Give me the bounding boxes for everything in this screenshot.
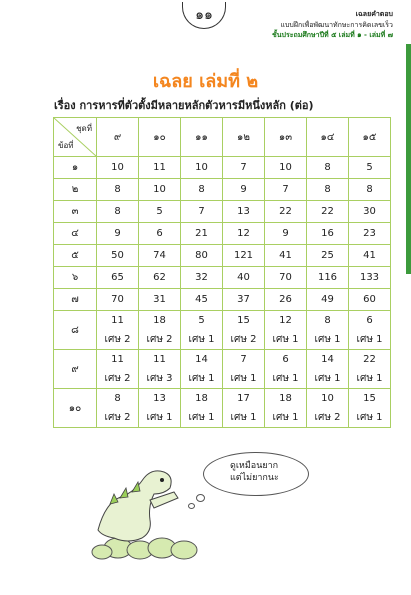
remainder-cell — [181, 369, 223, 389]
answer-cell — [349, 389, 391, 409]
answer-cell: 5 — [349, 157, 391, 179]
answer-cell: 22 — [265, 201, 307, 223]
remainder: เศษ 3 — [146, 373, 173, 384]
answer-cell: 7 — [223, 157, 265, 179]
answer-cell: 8 — [307, 179, 349, 201]
quotient: 7 — [240, 354, 247, 365]
remainder: เศษ 2 — [104, 334, 131, 345]
remainder-cell — [139, 330, 181, 350]
header-workbook-title: แบบฝึกเพื่อพัฒนาทักษะการคิดเลขเร็ว — [280, 21, 393, 29]
remainder: เศษ 1 — [356, 334, 383, 345]
quotient: 8 — [324, 315, 331, 326]
answer-cell: 25 — [307, 245, 349, 267]
answer-cell: 22 — [307, 201, 349, 223]
table-row — [54, 350, 391, 370]
table-row — [54, 267, 391, 289]
row-label: ๙ — [54, 350, 97, 389]
quotient: 17 — [237, 393, 250, 404]
answer-cell — [265, 350, 307, 370]
answer-cell: 10 — [97, 157, 139, 179]
quotient: 6 — [282, 354, 289, 365]
answer-cell — [349, 311, 391, 331]
remainder-cell — [307, 408, 349, 428]
table-row-remainder — [54, 330, 391, 350]
remainder-cell — [265, 369, 307, 389]
remainder-cell — [307, 330, 349, 350]
remainder: เศษ 1 — [230, 412, 257, 423]
page-title: เฉลย เล่มที่ ๒ — [152, 71, 259, 92]
answer-cell: 40 — [223, 267, 265, 289]
table-row — [54, 179, 391, 201]
quotient: 22 — [363, 354, 376, 365]
remainder-cell — [349, 330, 391, 350]
answer-cell: 5 — [139, 201, 181, 223]
answer-cell: 13 — [223, 201, 265, 223]
quotient: 15 — [237, 315, 250, 326]
answer-cell: 8 — [307, 157, 349, 179]
speech-line: ดูเหมือนยาก — [230, 461, 279, 471]
answer-cell — [307, 389, 349, 409]
answer-cell — [265, 389, 307, 409]
header-answer-key: เฉลยคำตอบ — [355, 10, 393, 18]
answer-cell: 7 — [265, 179, 307, 201]
remainder-cell — [97, 408, 139, 428]
remainder: เศษ 2 — [104, 412, 131, 423]
answer-cell: 21 — [181, 223, 223, 245]
column-header: ๑๑ — [181, 118, 223, 157]
quotient: 8 — [114, 393, 121, 404]
table-row — [54, 311, 391, 331]
answer-cell — [139, 311, 181, 331]
column-header: ๑๓ — [265, 118, 307, 157]
remainder: เศษ 1 — [314, 373, 341, 384]
remainder: เศษ 1 — [272, 373, 299, 384]
table-row — [54, 289, 391, 311]
remainder-cell — [181, 330, 223, 350]
answer-cell: 12 — [223, 223, 265, 245]
remainder-cell — [223, 330, 265, 350]
page-subtitle: เรื่อง การหารที่ตัวตั้งมีหลายหลักตัวหารมีหนึ่งหลัก (ต่อ) — [54, 99, 314, 112]
answer-cell: 26 — [265, 289, 307, 311]
page-number-badge — [182, 2, 226, 29]
remainder: เศษ 1 — [272, 412, 299, 423]
thought-dot — [188, 503, 195, 509]
thought-dot — [196, 494, 205, 502]
answer-cell: 74 — [139, 245, 181, 267]
pumpkin-icon — [92, 545, 112, 559]
answer-cell: 6 — [139, 223, 181, 245]
remainder: เศษ 1 — [272, 334, 299, 345]
row-label: ๖ — [54, 267, 97, 289]
answer-cell: 32 — [181, 267, 223, 289]
remainder-cell — [97, 330, 139, 350]
answer-cell: 70 — [97, 289, 139, 311]
remainder: เศษ 1 — [314, 334, 341, 345]
page-number: ๑๑ — [195, 7, 213, 23]
answer-cell: 9 — [265, 223, 307, 245]
answer-cell — [349, 350, 391, 370]
answer-cell: 37 — [223, 289, 265, 311]
remainder-cell — [265, 330, 307, 350]
speech-line: แต่ไม่ยากนะ — [230, 473, 279, 483]
remainder: เศษ 1 — [188, 334, 215, 345]
quotient: 11 — [111, 315, 124, 326]
answer-cell: 10 — [265, 157, 307, 179]
quotient: 18 — [279, 393, 292, 404]
answer-cell: 62 — [139, 267, 181, 289]
remainder: เศษ 1 — [356, 412, 383, 423]
remainder-cell — [181, 408, 223, 428]
corner-set-label: ชุดที่ — [76, 124, 92, 133]
answer-cell — [307, 311, 349, 331]
header-grade-volumes: ชั้นประถมศึกษาปีที่ ๕ เล่มที่ ๑ - เล่มที่ ๗ — [272, 31, 393, 39]
column-header: ๙ — [97, 118, 139, 157]
answer-cell: 23 — [349, 223, 391, 245]
answer-cell — [97, 311, 139, 331]
answer-cell — [223, 389, 265, 409]
remainder: เศษ 2 — [314, 412, 341, 423]
answer-cell: 31 — [139, 289, 181, 311]
quotient: 12 — [279, 315, 292, 326]
answer-cell: 8 — [349, 179, 391, 201]
answer-cell: 9 — [97, 223, 139, 245]
quotient: 14 — [321, 354, 334, 365]
answer-cell: 49 — [307, 289, 349, 311]
remainder: เศษ 2 — [230, 334, 257, 345]
answer-cell: 30 — [349, 201, 391, 223]
answer-cell — [181, 311, 223, 331]
quotient: 13 — [153, 393, 166, 404]
answer-cell: 41 — [349, 245, 391, 267]
speech-text — [230, 460, 279, 484]
remainder-cell — [97, 369, 139, 389]
quotient: 6 — [366, 315, 373, 326]
answer-cell: 60 — [349, 289, 391, 311]
answer-cell: 10 — [139, 179, 181, 201]
remainder: เศษ 1 — [188, 412, 215, 423]
answer-cell — [181, 389, 223, 409]
answer-cell — [223, 311, 265, 331]
answer-cell: 116 — [307, 267, 349, 289]
column-header: ๑๐ — [139, 118, 181, 157]
row-label: ๕ — [54, 245, 97, 267]
row-label: ๑ — [54, 157, 97, 179]
remainder-cell — [139, 408, 181, 428]
quotient: 11 — [153, 354, 166, 365]
table-row — [54, 223, 391, 245]
answer-cell: 80 — [181, 245, 223, 267]
dinosaur-illustration — [88, 460, 200, 560]
row-label: ๔ — [54, 223, 97, 245]
remainder-cell — [265, 408, 307, 428]
quotient: 10 — [321, 393, 334, 404]
answer-cell: 133 — [349, 267, 391, 289]
answer-cell — [97, 389, 139, 409]
pumpkin-icon — [171, 541, 197, 559]
answer-cell: 8 — [181, 179, 223, 201]
remainder: เศษ 2 — [146, 334, 173, 345]
quotient: 14 — [195, 354, 208, 365]
corner-cell — [54, 118, 97, 157]
remainder: เศษ 1 — [146, 412, 173, 423]
dinosaur-eye — [160, 478, 164, 482]
answer-cell — [307, 350, 349, 370]
answer-cell: 65 — [97, 267, 139, 289]
answer-table — [53, 117, 391, 428]
table-row — [54, 245, 391, 267]
answer-cell — [139, 350, 181, 370]
row-label: ๓ — [54, 201, 97, 223]
column-header: ๑๔ — [307, 118, 349, 157]
column-header: ๑๕ — [349, 118, 391, 157]
table-row — [54, 201, 391, 223]
remainder: เศษ 1 — [230, 373, 257, 384]
row-label: ๑๐ — [54, 389, 97, 428]
remainder: เศษ 2 — [104, 373, 131, 384]
table-body — [54, 157, 391, 428]
answer-cell: 41 — [265, 245, 307, 267]
remainder-cell — [223, 408, 265, 428]
table-header-row — [54, 118, 391, 157]
answer-cell: 9 — [223, 179, 265, 201]
answer-cell: 50 — [97, 245, 139, 267]
answer-cell — [223, 350, 265, 370]
table-row — [54, 389, 391, 409]
quotient: 15 — [363, 393, 376, 404]
table-row-remainder — [54, 408, 391, 428]
row-label: ๒ — [54, 179, 97, 201]
answer-cell — [97, 350, 139, 370]
remainder-cell — [307, 369, 349, 389]
answer-cell: 7 — [181, 201, 223, 223]
remainder-cell — [139, 369, 181, 389]
answer-cell: 16 — [307, 223, 349, 245]
answer-cell: 45 — [181, 289, 223, 311]
remainder-cell — [349, 408, 391, 428]
quotient: 5 — [198, 315, 205, 326]
answer-cell: 8 — [97, 201, 139, 223]
quotient: 18 — [195, 393, 208, 404]
answer-cell: 10 — [181, 157, 223, 179]
answer-cell — [265, 311, 307, 331]
quotient: 18 — [153, 315, 166, 326]
answer-cell: 8 — [97, 179, 139, 201]
answer-cell: 11 — [139, 157, 181, 179]
remainder-cell — [349, 369, 391, 389]
row-label: ๘ — [54, 311, 97, 350]
column-header: ๑๒ — [223, 118, 265, 157]
answer-cell — [139, 389, 181, 409]
quotient: 11 — [111, 354, 124, 365]
remainder: เศษ 1 — [188, 373, 215, 384]
answer-cell — [181, 350, 223, 370]
table-row-remainder — [54, 369, 391, 389]
table-row — [54, 157, 391, 179]
remainder-cell — [223, 369, 265, 389]
answer-cell: 121 — [223, 245, 265, 267]
row-label: ๗ — [54, 289, 97, 311]
corner-item-label: ข้อที่ — [58, 141, 74, 150]
answer-cell: 70 — [265, 267, 307, 289]
remainder: เศษ 1 — [356, 373, 383, 384]
